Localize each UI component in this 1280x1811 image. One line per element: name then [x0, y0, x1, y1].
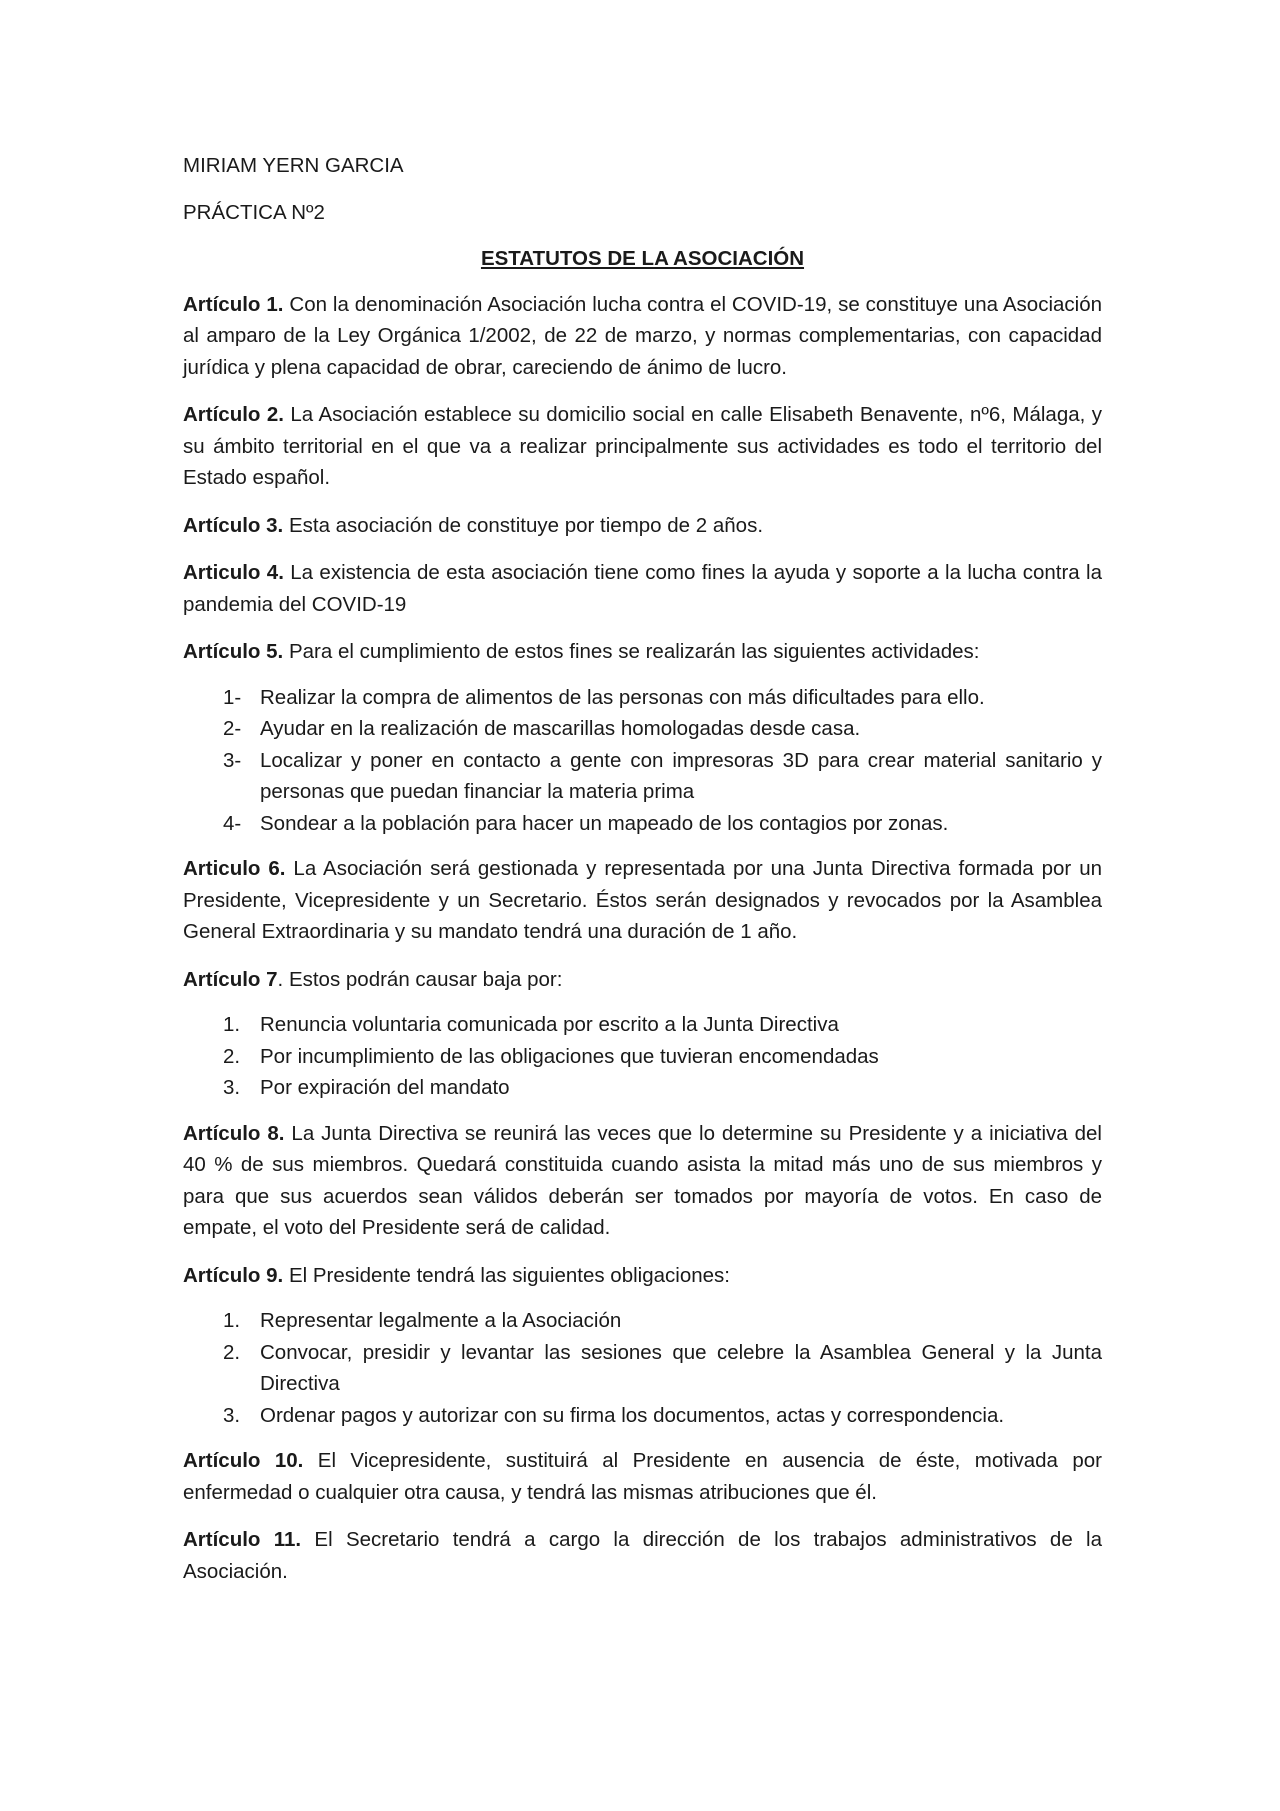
- list-item-text: Convocar, presidir y levantar las sesiones que celebre la Asamblea General y la Junta Directiva: [260, 1340, 1102, 1395]
- list-item-number: 1.: [223, 1013, 241, 1036]
- article-label: Artículo 2.: [183, 403, 284, 426]
- article-label: Artículo 3.: [183, 513, 284, 537]
- list-item: [183, 808, 1102, 840]
- article-9: [183, 1260, 1102, 1292]
- article-text: Esta asociación de constituye por tiempo de 2 años.: [283, 513, 764, 537]
- article-text: La Asociación establece su domicilio social en calle Elisabeth Benavente, nº6, Málaga, y su ámbito territorial en el que va a realizar principalmente sus actividades es todo el territorio del Estado español.: [183, 403, 1102, 489]
- article-label: Artículo 11.: [183, 1528, 302, 1551]
- practice-number: PRÁCTICA Nº2: [183, 200, 325, 224]
- list-item: [183, 1337, 1102, 1400]
- list-item: [183, 1305, 1102, 1337]
- article-text: El Presidente tendrá las siguientes obligaciones:: [283, 1263, 730, 1287]
- article-1: [183, 289, 1102, 384]
- article-label: Artículo 9.: [183, 1263, 284, 1287]
- document-page: [183, 150, 1102, 1603]
- list-item-number: 2.: [223, 1340, 241, 1364]
- article-8: [183, 1118, 1102, 1244]
- list-item: [183, 745, 1102, 808]
- author-name: MIRIAM YERN GARCIA: [183, 154, 404, 177]
- list-item-text: Representar legalmente a la Asociación: [260, 1309, 622, 1332]
- list-item-text: Realizar la compra de alimentos de las personas con más dificultades para ello.: [260, 685, 985, 709]
- list-item-text: Por expiración del mandato: [260, 1076, 510, 1099]
- article-label: Artículo 1.: [183, 292, 284, 316]
- article-label: Artículo 5.: [183, 640, 284, 663]
- article-5-activities-list: [183, 682, 1102, 840]
- article-7: [183, 964, 1102, 996]
- article-text: Con la denominación Asociación lucha contra el COVID-19, se constituye una Asociación al amparo de la Ley Orgánica 1/2002, de 22 de marzo, y normas complementarias, con capacidad jurídica y plena capacidad de obrar, careciendo de ánimo de lucro.: [183, 292, 1102, 379]
- article-9-obligations-list: [183, 1305, 1102, 1431]
- list-item-number: 2.: [223, 1044, 241, 1068]
- article-4: [183, 557, 1102, 620]
- list-item-text: Ordenar pagos y autorizar con su firma los documentos, actas y correspondencia.: [260, 1403, 1005, 1427]
- list-item-text: Localizar y poner en contacto a gente con impresoras 3D para crear material sanitario y personas que puedan financiar la materia prima: [260, 748, 1102, 803]
- article-label: Artículo 10.: [183, 1449, 304, 1472]
- article-5: [183, 636, 1102, 668]
- document-title: ESTATUTOS DE LA ASOCIACIÓN: [480, 247, 805, 270]
- list-item-number: 3.: [223, 1076, 241, 1099]
- article-text: La Asociación será gestionada y representada por una Junta Directiva formada por un Presidente, Vicepresidente y un Secretario. Éstos serán designados y revocados por la Asamblea General Extraordinaria y su mandato tendrá una duración de 1 año.: [183, 857, 1102, 943]
- list-item: [183, 713, 1102, 745]
- list-item: [183, 1072, 1102, 1104]
- article-label: Artículo 7: [183, 967, 278, 991]
- list-item-text: Ayudar en la realización de mascarillas homologadas desde casa.: [260, 717, 861, 740]
- list-item-number: 1.: [223, 1309, 241, 1332]
- list-item-text: Sondear a la población para hacer un mapeado de los contagios por zonas.: [260, 811, 949, 835]
- article-10: [183, 1445, 1102, 1508]
- list-item-number: 1-: [223, 685, 242, 709]
- list-item-number: 3-: [223, 748, 242, 772]
- list-item-number: 4-: [223, 811, 242, 835]
- list-item-number: 2-: [223, 717, 242, 740]
- article-text: La Junta Directiva se reunirá las veces que lo determine su Presidente y a iniciativa del 40 % de sus miembros. Quedará constituida cuando asista la mitad más uno de sus miembros y para que sus acuerdos sean válidos deberán ser tomados por mayoría de votos. En caso de empate, el voto del Presidente será de calidad.: [183, 1121, 1102, 1239]
- article-11: [183, 1524, 1102, 1587]
- list-item-number: 3.: [223, 1403, 241, 1427]
- article-text: Para el cumplimiento de estos fines se realizarán las siguientes actividades:: [283, 640, 980, 663]
- article-text: El Vicepresidente, sustituirá al Presidente en ausencia de éste, motivada por enfermedad o cualquier otra causa, y tendrá las mismas atribuciones que él.: [183, 1449, 1102, 1504]
- list-item: [183, 682, 1102, 714]
- list-item: [183, 1041, 1102, 1073]
- article-3: [183, 510, 1102, 542]
- article-text: El Secretario tendrá a cargo la dirección de los trabajos administrativos de la Asociación.: [183, 1528, 1102, 1583]
- article-text: . Estos podrán causar baja por:: [277, 967, 563, 991]
- article-2: [183, 399, 1102, 494]
- list-item: [183, 1400, 1102, 1432]
- article-label: Articulo 6.: [183, 857, 286, 880]
- article-7-reasons-list: [183, 1009, 1102, 1104]
- list-item: [183, 1009, 1102, 1041]
- article-label: Artículo 8.: [183, 1121, 285, 1145]
- list-item-text: Renuncia voluntaria comunicada por escrito a la Junta Directiva: [260, 1013, 839, 1036]
- article-6: [183, 853, 1102, 948]
- article-label: Articulo 4.: [183, 561, 284, 584]
- list-item-text: Por incumplimiento de las obligaciones que tuvieran encomendadas: [260, 1044, 879, 1068]
- article-text: La existencia de esta asociación tiene como fines la ayuda y soporte a la lucha contra la pandemia del COVID-19: [183, 561, 1102, 616]
